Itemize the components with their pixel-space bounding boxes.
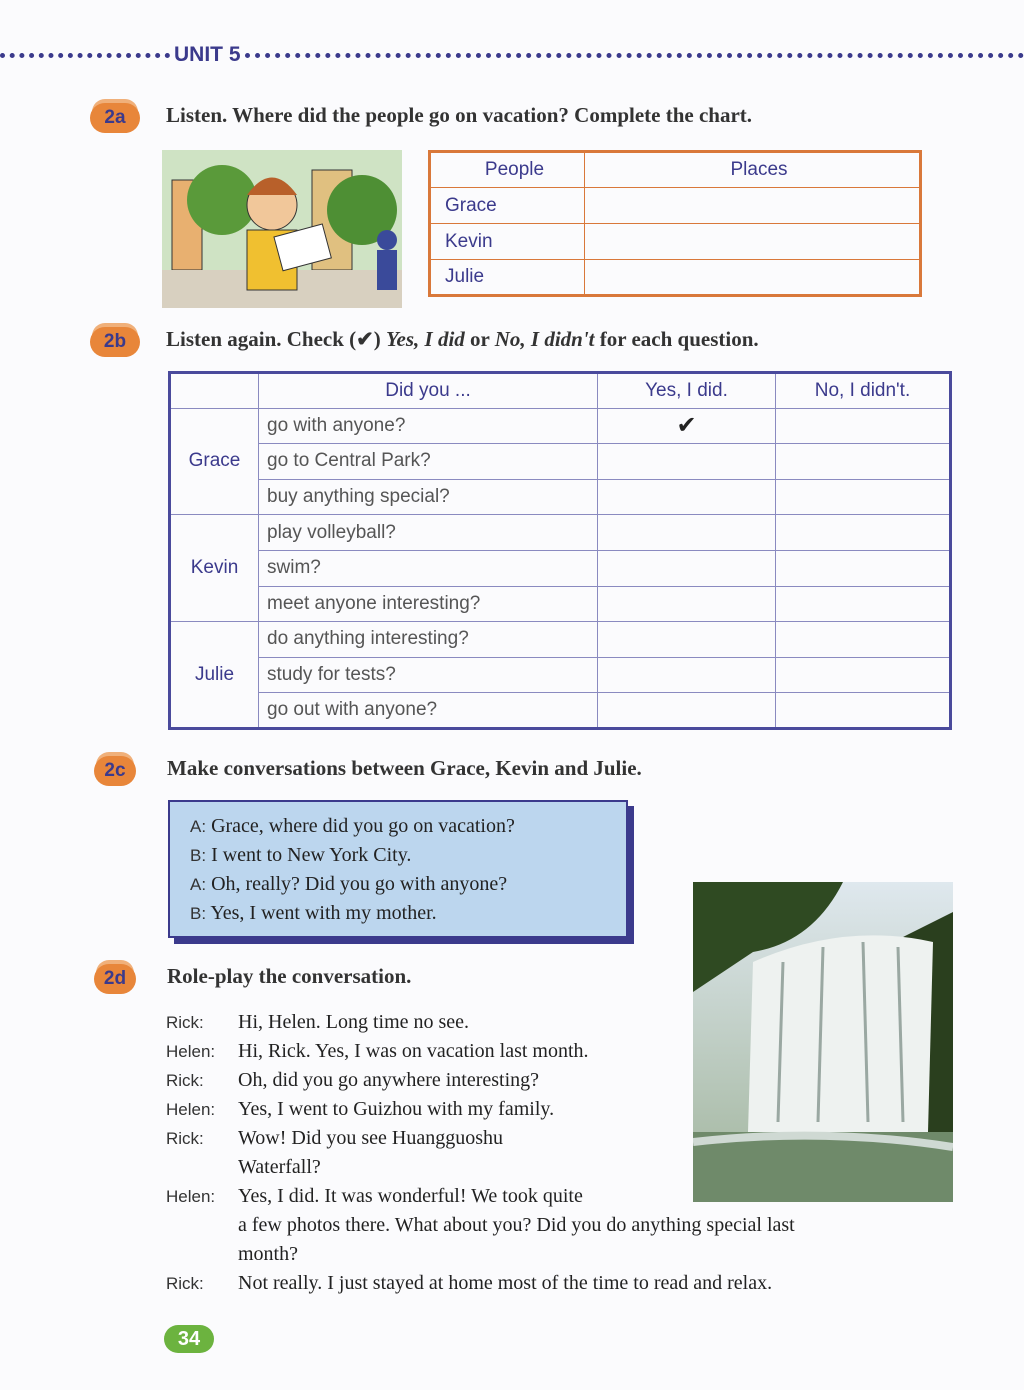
no-check-cell[interactable] xyxy=(776,479,951,515)
page-number: 34 xyxy=(164,1325,214,1353)
line-text: Oh, did you go anywhere interesting? xyxy=(238,1069,540,1091)
speaker: A: xyxy=(190,875,207,894)
person-cell: Julie xyxy=(430,260,585,296)
dialogue-line xyxy=(166,1211,946,1240)
exercise-2c-title: Make conversations between Grace, Kevin and Julie. xyxy=(167,756,642,780)
table-row xyxy=(170,550,951,586)
title-text: Listen again. Check (✔) xyxy=(166,327,387,351)
conversation-line xyxy=(190,870,606,899)
place-cell[interactable] xyxy=(585,260,921,296)
question-cell: go to Central Park? xyxy=(259,444,598,480)
dialogue-line xyxy=(166,1124,946,1153)
line-text: I went to New York City. xyxy=(211,844,412,866)
line-text: Waterfall? xyxy=(238,1156,321,1178)
table-row xyxy=(170,408,951,444)
line-text: Grace, where did you go on vacation? xyxy=(211,815,515,837)
yes-check-cell[interactable] xyxy=(598,444,776,480)
line-text: Hi, Helen. Long time no see. xyxy=(238,1011,470,1033)
question-cell: buy anything special? xyxy=(259,479,598,515)
role-play-dialogue xyxy=(166,1008,946,1298)
speaker: Rick: xyxy=(166,1071,204,1090)
no-check-cell[interactable] xyxy=(776,622,951,658)
speaker: Helen: xyxy=(166,1042,216,1061)
place-cell[interactable] xyxy=(585,188,921,224)
city-park-illustration xyxy=(162,150,402,308)
speaker: Rick: xyxy=(166,1274,204,1293)
table-row xyxy=(170,622,951,658)
yes-check-cell[interactable] xyxy=(598,657,776,693)
question-cell: play volleyball? xyxy=(259,515,598,551)
column-header: Did you ... xyxy=(259,373,598,409)
speaker xyxy=(166,1211,238,1240)
no-check-cell[interactable] xyxy=(776,515,951,551)
speaker: Rick: xyxy=(166,1013,204,1032)
speaker xyxy=(166,1240,238,1269)
column-header xyxy=(170,373,259,409)
dialogue-line xyxy=(166,1240,946,1269)
line-text: a few photos there. What about you? Did you do anything special last xyxy=(238,1214,795,1236)
question-cell: swim? xyxy=(259,550,598,586)
person-cell: Grace xyxy=(430,188,585,224)
speaker: Helen: xyxy=(166,1187,216,1206)
divider xyxy=(245,53,1024,58)
title-no: No, I didn't xyxy=(494,327,595,351)
dialogue-line xyxy=(166,1008,946,1037)
line-text: Yes, I went with my mother. xyxy=(210,902,437,924)
line-text: Oh, really? Did you go with anyone? xyxy=(211,873,508,895)
speaker: Helen: xyxy=(166,1100,216,1119)
table-row xyxy=(430,260,921,296)
title-text: for each question. xyxy=(594,327,759,351)
check-table xyxy=(168,371,952,730)
no-check-cell[interactable] xyxy=(776,550,951,586)
exercise-badge-2d: 2d xyxy=(94,964,136,994)
yes-check-cell[interactable] xyxy=(598,693,776,729)
unit-header xyxy=(0,44,1024,66)
conversation-line xyxy=(190,841,606,870)
yes-check-cell[interactable] xyxy=(598,550,776,586)
person-name: Julie xyxy=(170,622,259,729)
table-row xyxy=(170,586,951,622)
line-text: Yes, I did. It was wonderful! We took quite xyxy=(238,1185,583,1207)
line-text: Yes, I went to Guizhou with my family. xyxy=(238,1098,555,1120)
person-name: Grace xyxy=(170,408,259,515)
speaker: A: xyxy=(190,817,207,836)
yes-check-cell[interactable] xyxy=(598,479,776,515)
conversation-line xyxy=(190,812,606,841)
dialogue-line xyxy=(166,1066,946,1095)
title-text: or xyxy=(464,327,495,351)
dialogue-line xyxy=(166,1037,946,1066)
no-check-cell[interactable] xyxy=(776,408,951,444)
line-text: Not really. I just stayed at home most of the time to read and relax. xyxy=(238,1272,773,1294)
yes-check-cell[interactable]: ✔ xyxy=(598,408,776,444)
speaker xyxy=(166,1153,238,1182)
table-row xyxy=(170,515,951,551)
place-cell[interactable] xyxy=(585,224,921,260)
speaker: B: xyxy=(190,846,207,865)
table-row xyxy=(170,444,951,480)
yes-check-cell[interactable] xyxy=(598,586,776,622)
dialogue-line xyxy=(166,1269,946,1298)
unit-label: UNIT 5 xyxy=(174,43,241,66)
exercise-badge-2c: 2c xyxy=(94,756,136,786)
sample-conversation-box xyxy=(168,800,628,938)
speaker: Rick: xyxy=(166,1129,204,1148)
conversation-line xyxy=(190,899,606,928)
line-text: Wow! Did you see Huangguoshu xyxy=(238,1127,504,1149)
question-cell: go with anyone? xyxy=(259,408,598,444)
places-chart xyxy=(428,150,922,297)
no-check-cell[interactable] xyxy=(776,693,951,729)
column-header: No, I didn't. xyxy=(776,373,951,409)
exercise-badge-2a: 2a xyxy=(90,103,140,133)
exercise-2b-title xyxy=(166,327,759,352)
column-header: People xyxy=(430,152,585,188)
no-check-cell[interactable] xyxy=(776,657,951,693)
person-name: Kevin xyxy=(170,515,259,622)
divider xyxy=(0,53,170,58)
title-yes: Yes, I did xyxy=(386,327,465,351)
question-cell: study for tests? xyxy=(259,657,598,693)
table-row xyxy=(430,224,921,260)
yes-check-cell[interactable] xyxy=(598,515,776,551)
column-header: Places xyxy=(585,152,921,188)
table-row xyxy=(170,657,951,693)
person-cell: Kevin xyxy=(430,224,585,260)
line-text: Hi, Rick. Yes, I was on vacation last month. xyxy=(238,1040,589,1062)
question-cell: do anything interesting? xyxy=(259,622,598,658)
yes-check-cell[interactable] xyxy=(598,622,776,658)
dialogue-line xyxy=(166,1182,946,1211)
exercise-2a-title: Listen. Where did the people go on vacation? Complete the chart. xyxy=(166,103,753,127)
speaker: B: xyxy=(190,904,207,923)
table-row xyxy=(170,479,951,515)
no-check-cell[interactable] xyxy=(776,444,951,480)
exercise-2d-title: Role-play the conversation. xyxy=(167,964,412,988)
dialogue-line xyxy=(166,1153,946,1182)
line-text: month? xyxy=(238,1243,298,1265)
question-cell: meet anyone interesting? xyxy=(259,586,598,622)
no-check-cell[interactable] xyxy=(776,586,951,622)
dialogue-line xyxy=(166,1095,946,1124)
column-header: Yes, I did. xyxy=(598,373,776,409)
question-cell: go out with anyone? xyxy=(259,693,598,729)
exercise-badge-2b: 2b xyxy=(90,327,140,357)
table-row xyxy=(430,188,921,224)
table-row xyxy=(170,693,951,729)
